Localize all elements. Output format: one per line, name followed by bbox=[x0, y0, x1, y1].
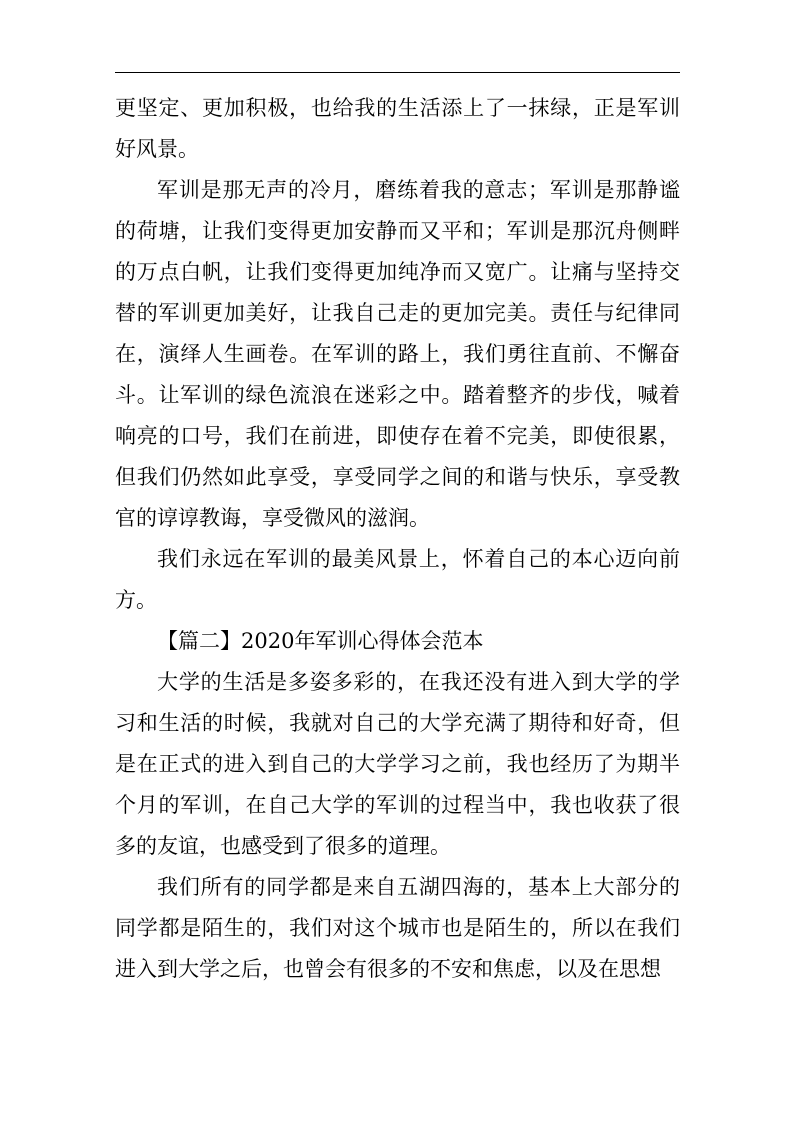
paragraph-continuation: 更坚定、更加积极，也给我的生活添上了一抹绿，正是军训好风景。 bbox=[115, 96, 680, 161]
section-heading: 【篇二】2020年军训心得体会范本 bbox=[157, 629, 484, 653]
paragraph-university-life: 大学的生活是多姿多彩的，在我还没有进入到大学的学习和生活的时候，我就对自己的大学充满了期待和好奇，但是在正式的进入到自己的大学学习之前，我也经历了为期半个月的军训，在自己大学的军训的过程当中，我也收获了很多的友谊，也感受到了很多的道理。 bbox=[115, 670, 680, 858]
document-body bbox=[115, 88, 680, 990]
paragraph-classmates: 我们所有的同学都是来自五湖四海的，基本上大部分的同学都是陌生的，我们对这个城市也是陌生的，所以在我们进入到大学之后，也曾会有很多的不安和焦虑，以及在思想 bbox=[115, 875, 680, 981]
paragraph-closing: 我们永远在军训的最美风景上，怀着自己的本心迈向前方。 bbox=[115, 547, 680, 612]
header-rule bbox=[115, 72, 680, 73]
paragraph-military-training-scenery: 军训是那无声的冷月，磨练着我的意志；军训是那静谧的荷塘，让我们变得更加安静而又平和；军训是那沉舟侧畔的万点白帆，让我们变得更加纯净而又宽广。让痛与坚持交替的军训更加美好，让我自己走的更加完美。责任与纪律同在，演绎人生画卷。在军训的路上，我们勇往直前、不懈奋斗。让军训的绿色流浪在迷彩之中。踏着整齐的步伐，喊着响亮的口号，我们在前进，即使存在着不完美，即使很累，但我们仍然如此享受，享受同学之间的和谐与快乐，享受教官的谆谆教诲，享受微风的滋润。 bbox=[115, 178, 680, 530]
